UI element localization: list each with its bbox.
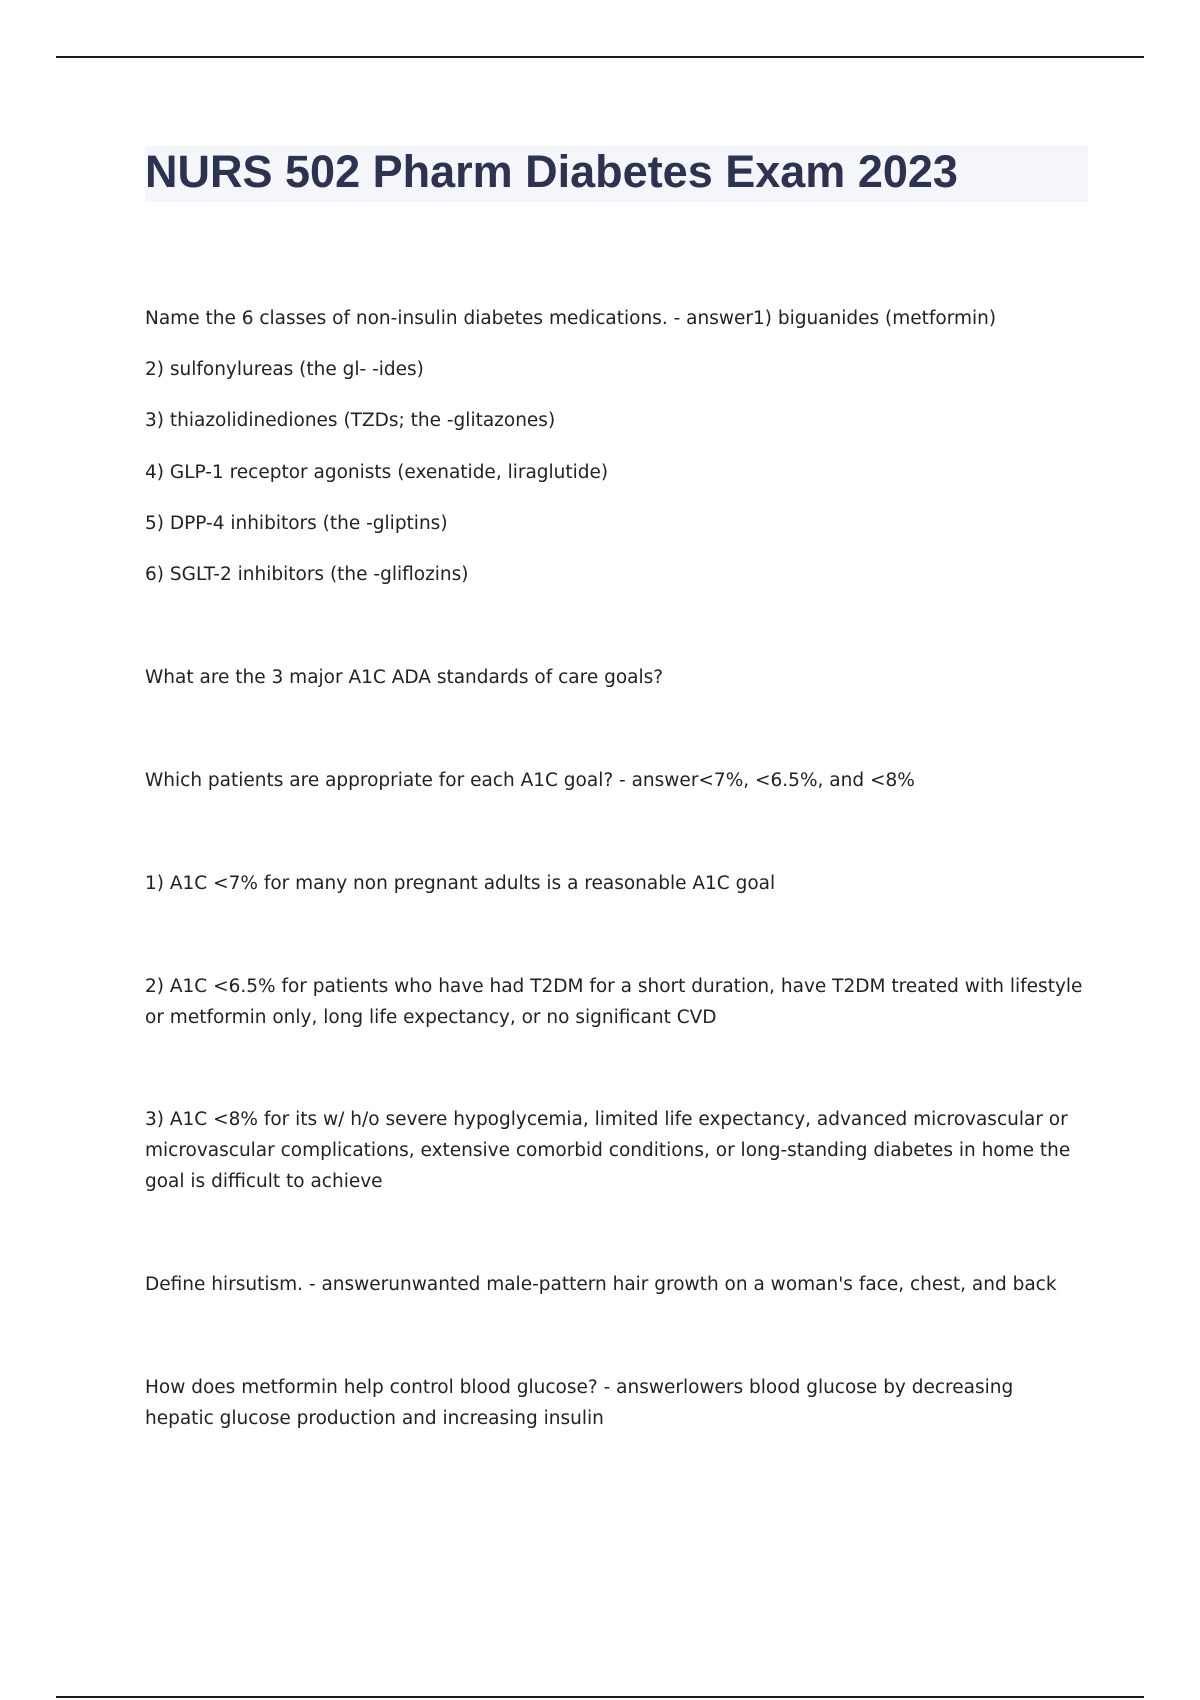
answer-a1c-8: 3) A1C <8% for its w/ h/o severe hypoglycemia, limited life expectancy, advanced microvascular or microvascular complications, extensive comorbid conditions, or long-standing diabetes in home the goal is difficult to achieve [145, 1109, 1071, 1192]
question-metformin: How does metformin help control blood glucose? - answerlowers blood glucose by decreasing hepatic glucose production and increasing insulin [145, 1377, 1014, 1429]
question-medication-classes: Name the 6 classes of non-insulin diabetes medications. - answer1) biguanides (metformin) [145, 308, 997, 329]
list-item-sulfonylureas: 2) sulfonylureas (the gl- -ides) [145, 359, 424, 380]
document-title: NURS 502 Pharm Diabetes Exam 2023 [145, 146, 958, 197]
list-item-dpp4: 5) DPP-4 inhibitors (the -gliptins) [145, 513, 448, 534]
list-item-thiazolidinediones: 3) thiazolidinediones (TZDs; the -glitazones) [145, 410, 556, 431]
top-divider [56, 56, 1144, 58]
answer-a1c-6-5: 2) A1C <6.5% for patients who have had T2DM for a short duration, have T2DM treated with lifestyle or metformin only, long life expectancy, or no significant CVD [145, 976, 1083, 1028]
list-item-glp1: 4) GLP-1 receptor agonists (exenatide, liraglutide) [145, 462, 609, 483]
question-a1c-goals: What are the 3 major A1C ADA standards of care goals? [145, 667, 664, 688]
question-hirsutism: Define hirsutism. - answerunwanted male-pattern hair growth on a woman's face, chest, and back [145, 1274, 1057, 1295]
question-a1c-patients: Which patients are appropriate for each A1C goal? - answer<7%, <6.5%, and <8% [145, 770, 915, 791]
answer-a1c-7: 1) A1C <7% for many non pregnant adults is a reasonable A1C goal [145, 873, 776, 894]
list-item-sglt2: 6) SGLT-2 inhibitors (the -gliflozins) [145, 564, 469, 585]
bottom-divider [56, 1696, 1144, 1698]
